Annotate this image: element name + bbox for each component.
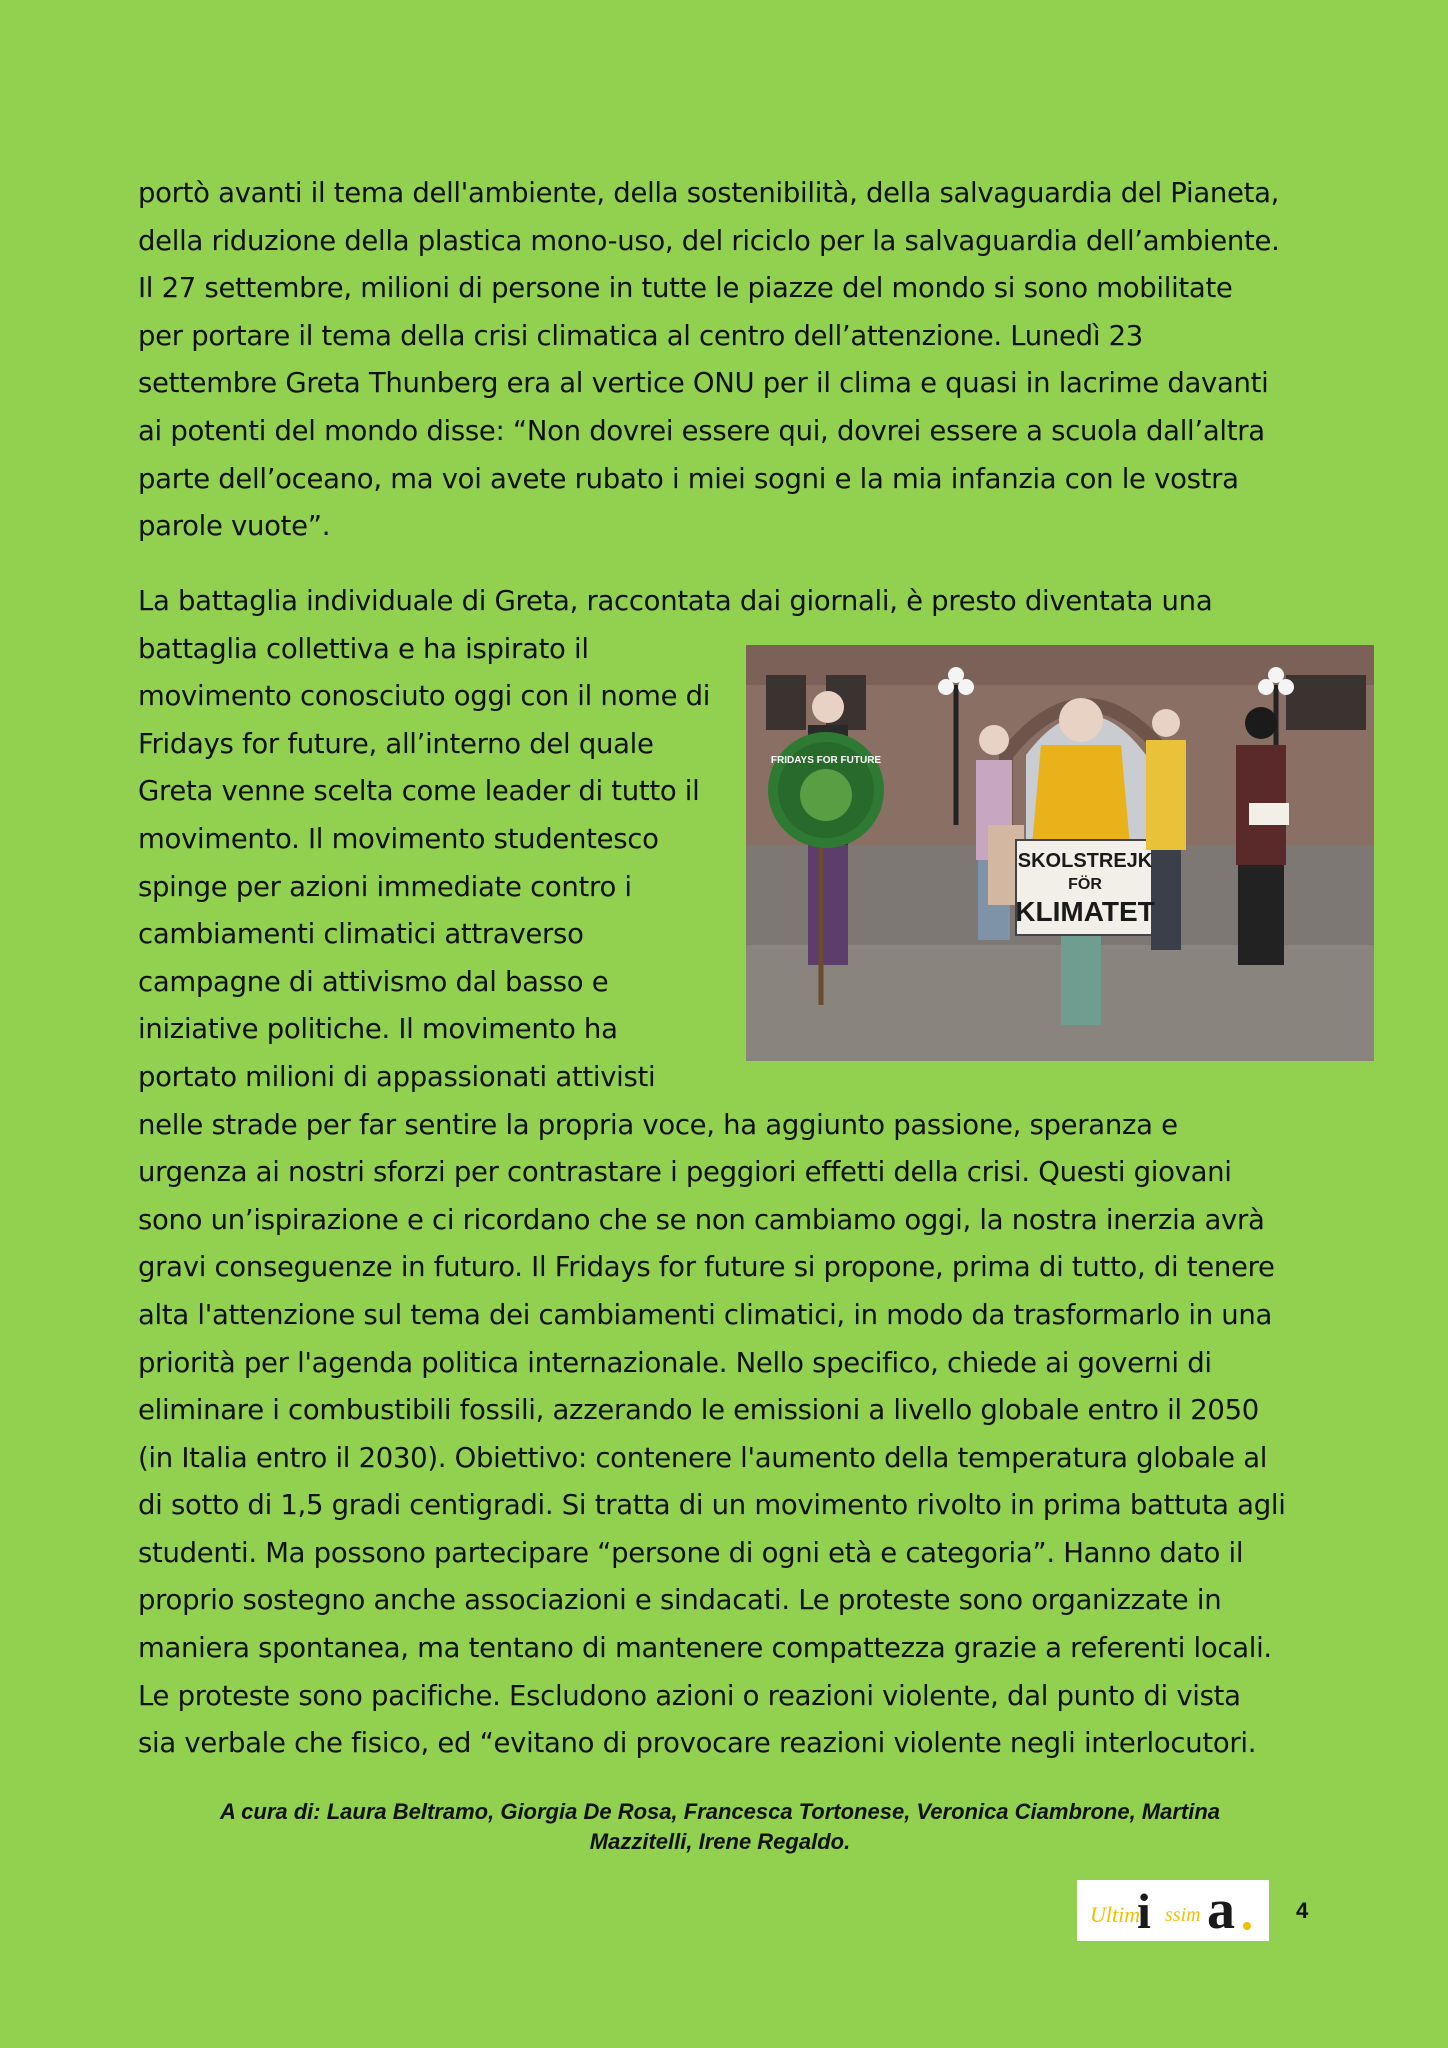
text-line: maniera spontanea, ma tentano di mantenere compattezza grazie a referenti locali. — [138, 1632, 1272, 1665]
credits-line-2: Mazzitelli, Irene Regaldo. — [589, 1829, 851, 1854]
text-line: Le proteste sono pacifiche. Escludono azioni o reazioni violente, dal punto di vista — [138, 1679, 1241, 1712]
logo-part-2: i — [1137, 1883, 1151, 1939]
text-line: movimento conosciuto oggi con il nome di — [138, 680, 711, 713]
text-line: settembre Greta Thunberg era al vertice ONU per il clima e quasi in lacrime davanti — [138, 367, 1269, 400]
text-line: gravi conseguenze in futuro. Il Fridays for future si propone, prima di tutto, di tenere — [138, 1251, 1275, 1284]
text-line: La battaglia individuale di Greta, raccontata dai giornali, è presto diventata una — [138, 585, 1213, 617]
text-line: portato milioni di appassionati attivisti — [138, 1060, 656, 1093]
text-line: per portare il tema della crisi climatica al centro dell’attenzione. Lunedì 23 — [138, 319, 1144, 352]
text-line: parole vuote”. — [138, 510, 331, 543]
page-number: 4 — [1296, 1898, 1309, 1923]
text-line: alta l'attenzione sul tema dei cambiamenti climatici, in modo da trasformarlo in una — [138, 1298, 1273, 1331]
text-line: priorità per l'agenda politica internazionale. Nello specifico, chiede ai governi di — [138, 1346, 1212, 1379]
text-line: nelle strade per far sentire la propria voce, ha aggiunto passione, speranza e — [138, 1108, 1178, 1141]
sign-line-3: KLIMATET — [1015, 896, 1155, 927]
text-line: cambiamenti climatici attraverso — [138, 918, 584, 951]
text-line: eliminare i combustibili fossili, azzerando le emissioni a livello globale entro il 2050 — [138, 1394, 1259, 1427]
text-line: parte dell’oceano, ma voi avete rubato i miei sogni e la mia infanzia con le vostra — [138, 462, 1239, 495]
logo-dot — [1243, 1922, 1251, 1930]
article-credits — [140, 1797, 1300, 1857]
text-line: sono un’ispirazione e ci ricordano che se non cambiamo oggi, la nostra inerzia avrà — [138, 1203, 1265, 1236]
text-line: Fridays for future, all’interno del quale — [138, 727, 654, 760]
text-line: iniziative politiche. Il movimento ha — [138, 1013, 618, 1046]
text-line: battaglia collettiva e ha ispirato il — [138, 632, 589, 665]
text-line: della riduzione della plastica mono-uso, del riciclo per la salvaguardia dell’ambiente. — [138, 224, 1280, 257]
paragraph-1 — [138, 170, 1318, 551]
ultimissima-logo — [1077, 1880, 1269, 1941]
sign-line-1: SKOLSTREJK — [1017, 850, 1153, 872]
text-line: studenti. Ma possono partecipare “persone di ogni età e categoria”. Hanno dato il — [138, 1536, 1244, 1569]
text-line: Greta venne scelta come leader di tutto il — [138, 775, 700, 808]
text-line: proprio sostegno anche associazioni e sindacati. Le proteste sono organizzate in — [138, 1584, 1222, 1617]
text-line: ai potenti del mondo disse: “Non dovrei essere qui, dovrei essere a scuola dall’altra — [138, 414, 1265, 447]
text-line: movimento. Il movimento studentesco — [138, 822, 659, 855]
text-line: Il 27 settembre, milioni di persone in tutte le piazze del mondo si sono mobilitate — [138, 272, 1233, 305]
text-line: sia verbale che fisico, ed “evitano di provocare reazioni violente negli interlocutori. — [138, 1727, 1257, 1760]
logo-part-3: ssim — [1165, 1904, 1201, 1926]
text-line: di sotto di 1,5 gradi centigradi. Si tratta di un movimento rivolto in prima battuta agli — [138, 1489, 1286, 1522]
credits-line-1: A cura di: Laura Beltramo, Giorgia De Rosa, Francesca Tortonese, Veronica Ciambrone, Martina — [219, 1799, 1221, 1824]
sign-line-2: FÖR — [1068, 876, 1102, 893]
protest-photo — [746, 645, 1374, 1061]
text-line: spinge per azioni immediate contro i — [138, 870, 632, 903]
logo-part-4: a — [1207, 1879, 1235, 1941]
text-line: portò avanti il tema dell'ambiente, della sostenibilità, della salvaguardia del Pianeta, — [138, 177, 1280, 209]
text-line: urgenza ai nostri sforzi per contrastare i peggiori effetti della crisi. Questi giovani — [138, 1156, 1232, 1189]
text-line: (in Italia entro il 2030). Obiettivo: contenere l'aumento della temperatura globale al — [138, 1441, 1268, 1474]
text-line: campagne di attivismo dal basso e — [138, 965, 609, 998]
protest-photo-illustration — [746, 645, 1374, 1061]
sign-circle-text: FRIDAYS FOR FUTURE — [770, 755, 882, 766]
logo-part-1: Ultim — [1090, 1902, 1141, 1927]
